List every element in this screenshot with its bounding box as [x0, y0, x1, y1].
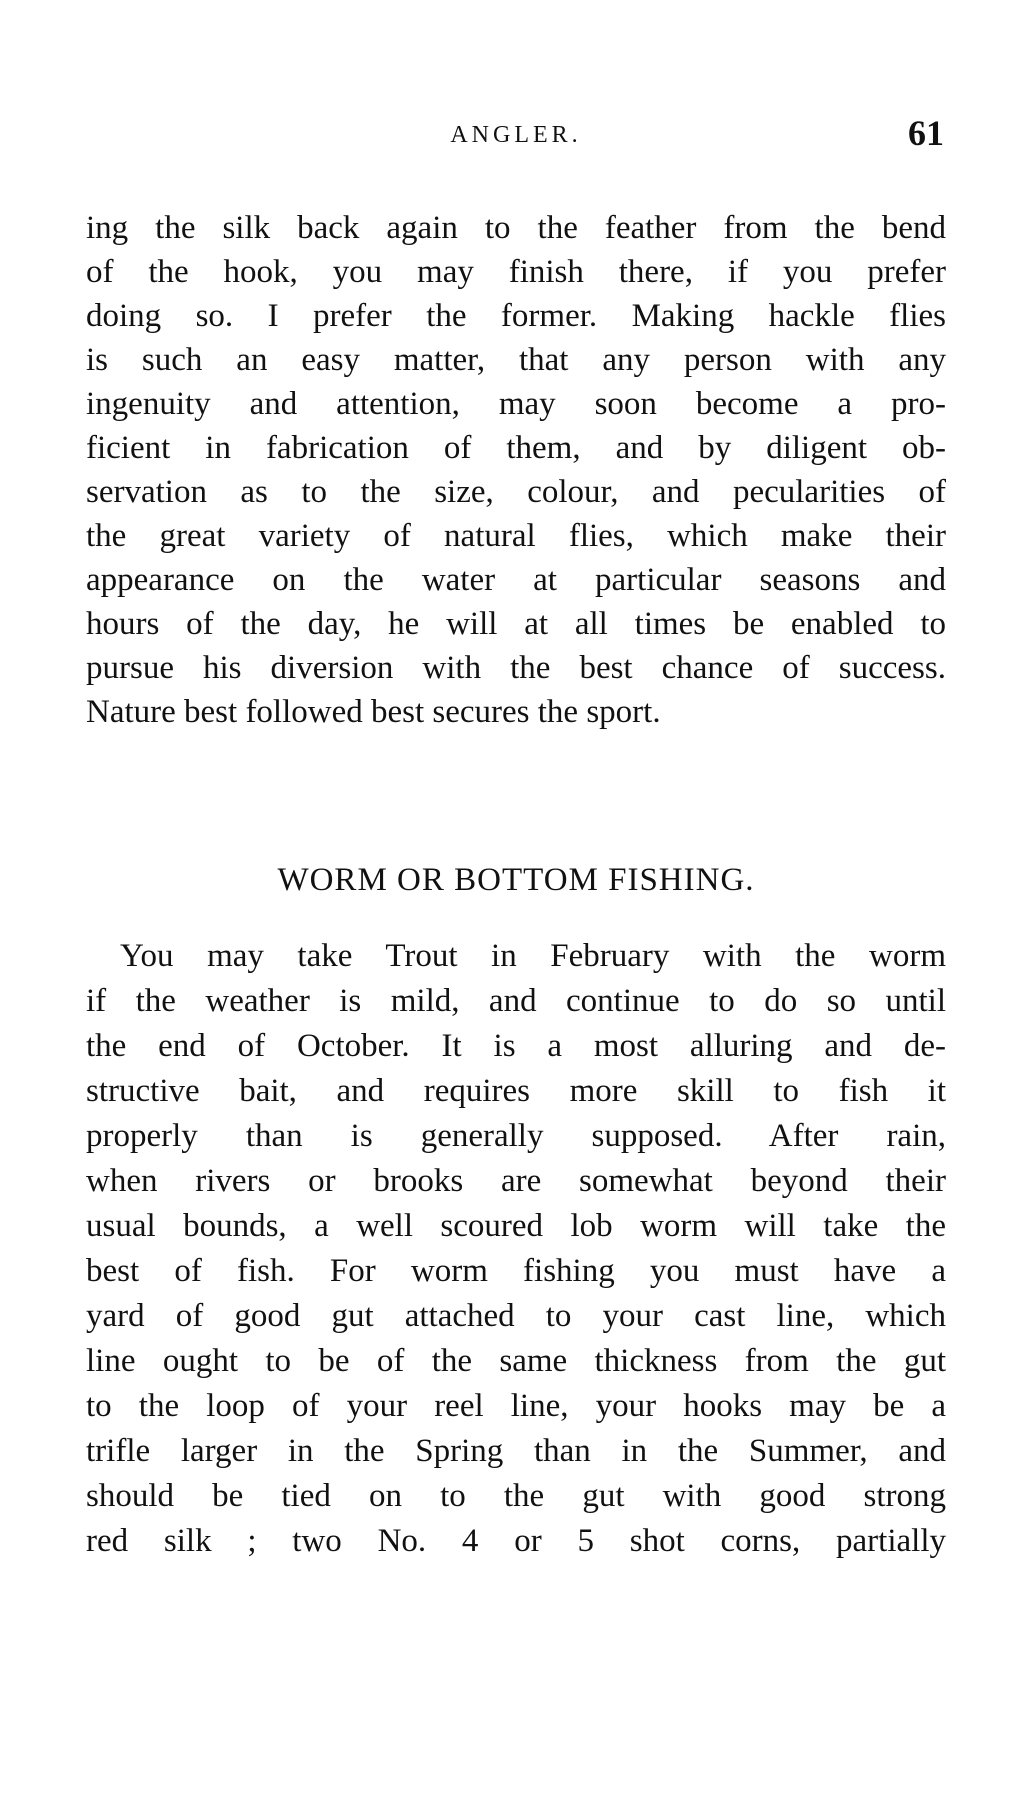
text-line: servation as to the size, colour, and pecularities of [86, 474, 946, 510]
text-line: if the weather is mild, and continue to do so until [86, 983, 946, 1019]
text-line: trifle larger in the Spring than in the Summer, and [86, 1433, 946, 1469]
text-line: ficient in fabrication of them, and by diligent ob- [86, 430, 946, 466]
text-line: best of fish. For worm fishing you must have a [86, 1253, 946, 1289]
text-line: structive bait, and requires more skill to fish it [86, 1073, 946, 1109]
text-line: to the loop of your reel line, your hooks may be a [86, 1388, 946, 1424]
text-line: usual bounds, a well scoured lob worm will take the [86, 1208, 946, 1244]
section-heading: WORM OR BOTTOM FISHING. [277, 862, 755, 898]
text-line: Nature best followed best secures the sport. [86, 694, 661, 730]
paragraph-continued [86, 206, 946, 734]
text-line: You may take Trout in February with the worm [120, 938, 946, 974]
text-line: should be tied on to the gut with good strong [86, 1478, 946, 1514]
running-title: ANGLER. [450, 122, 582, 148]
text-line: line ought to be of the same thickness from the gut [86, 1343, 946, 1379]
text-line: pursue his diversion with the best chance of success. [86, 650, 946, 686]
text-line: is such an easy matter, that any person with any [86, 342, 946, 378]
text-line: hours of the day, he will at all times be enabled to [86, 606, 946, 642]
text-line: yard of good gut attached to your cast line, which [86, 1298, 946, 1334]
text-line: properly than is generally supposed. After rain, [86, 1118, 946, 1154]
text-line: ing the silk back again to the feather from the bend [86, 210, 946, 246]
text-line: of the hook, you may finish there, if you prefer [86, 254, 946, 290]
text-line: the great variety of natural flies, which make their [86, 518, 946, 554]
page-header [86, 112, 946, 162]
text-line: when rivers or brooks are somewhat beyond their [86, 1163, 946, 1199]
text-line: the end of October. It is a most alluring and de- [86, 1028, 946, 1064]
text-line: doing so. I prefer the former. Making hackle flies [86, 298, 946, 334]
text-line: ingenuity and attention, may soon become a pro- [86, 386, 946, 422]
text-line: red silk ; two No. 4 or 5 shot corns, partially [86, 1523, 946, 1559]
text-line: appearance on the water at particular seasons and [86, 562, 946, 598]
paragraph-worm-fishing [86, 934, 946, 1564]
page-number: 61 [908, 113, 944, 153]
